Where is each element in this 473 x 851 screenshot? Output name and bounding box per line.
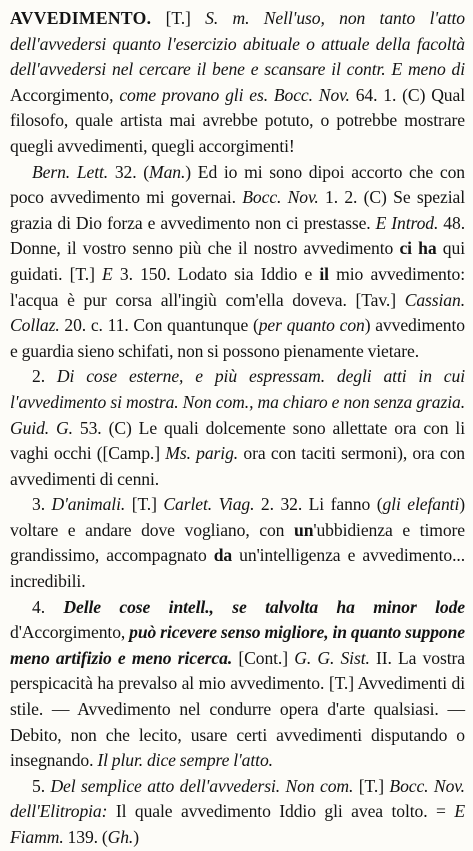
citation-text: 3. 150. Lodato sia Iddio e <box>112 263 320 284</box>
sense-definition: Del semplice atto dell'avvedersi. Non com. <box>50 775 354 796</box>
citation-text: ora con taciti sermoni), ora con avvedimenti di cenni. <box>10 443 465 489</box>
citation-text: ) Ed io mi sono dipoi accorto che con poco avvedimento mi governai. <box>10 161 465 208</box>
citation-text: 1. 2. (C) Se spezial grazia di Dio forza e avvedimento non ci prestasse. <box>10 187 465 233</box>
citation-text: 48. Donne, il vostro senno più che il nostro avvedimento <box>10 212 465 259</box>
citation-text: Il quale avvedimento Iddio gli avea tolto. = <box>107 801 455 822</box>
usage-note: Il plur. dice sempre l'atto. <box>97 750 273 771</box>
bold-text: ci ha <box>399 238 437 259</box>
dictionary-entry-avvedimento <box>10 6 465 851</box>
source-tag: [T.] <box>151 8 206 28</box>
citation-text: 139. ( <box>63 827 108 847</box>
citation-source: Man. <box>149 161 186 182</box>
citation-text: ) voltare e andare dove vogliano, con <box>10 494 465 540</box>
bold-text: un <box>294 519 314 540</box>
citation-text: un'intelligenza e avvedimento... incredibili. <box>10 545 465 592</box>
gloss: per quanto con <box>258 315 365 336</box>
citation-source: Carlet. Viag. <box>163 494 255 515</box>
sense-number: 4. <box>32 596 64 617</box>
cross-reference: d'Accorgimento, <box>10 622 130 643</box>
citation-source: Ms. parig. <box>165 443 239 464</box>
citation-source: E Fiamm. <box>10 801 465 847</box>
sense-definition: D'animali. <box>51 494 126 515</box>
citation-text: 53. (C) Le quali dolcemente sono allettate ora con li vaghi occhi ([Camp.] <box>10 417 465 464</box>
definition-text: S. m. Nell'uso, non tanto l'atto dell'avvedersi quanto l'esercizio abituale o attuale della facoltà dell'avvedersi nel cercare il bene e scansare il contr. E meno di <box>10 8 465 80</box>
sense-definition: Delle cose intell., se talvolta ha minor lode <box>63 596 465 617</box>
entry-definition <box>10 6 465 160</box>
citation-source: come provano gli es. Bocc. Nov. <box>119 84 350 105</box>
citation-source: G. G. Sist. <box>294 647 370 668</box>
sense-number: 2. <box>32 366 57 387</box>
citation-text: mio avvedimento: l'acqua è pur corsa all'ingiù com'ella doveva. [Tav.] <box>10 263 466 310</box>
citation-source: E Introd. <box>375 212 439 233</box>
sense-definition: può ricevere senso migliore, in quanto suppone meno artifizio e meno ricerca. <box>10 622 465 668</box>
entry-headword: AVVEDIMENTO. <box>10 8 152 28</box>
citation-text: 32. ( <box>108 161 150 182</box>
sense-5 <box>10 774 465 851</box>
citation-source: Bern. Lett. <box>32 161 109 182</box>
source-tag: [T.] <box>125 494 164 515</box>
citation-text: 64. 1. (C) Qual filosofo, quale artista mai avrebbe potuto, o potrebbe mostrare quegli avvedimenti, quegli accorgimenti! <box>10 84 466 156</box>
citation-source: E <box>102 263 113 284</box>
source-tag: [T.] <box>353 775 390 796</box>
citation-text: ) avvedimento e guardia sieno schifati, non si possono pienamente vietare. <box>10 315 465 361</box>
sense-definition: Di cose esterne, e più espressam. degli atti in cui l'avvedimento si mostra. Non com., ma chiaro e non senza grazia. Guid. G. <box>10 366 465 438</box>
source-tag: [Cont.] <box>232 647 295 668</box>
citation-source: Cassian. Collaz. <box>10 289 465 336</box>
citation-paragraph <box>10 160 465 365</box>
bold-text: da <box>213 545 233 566</box>
citation-source: Bocc. Nov. <box>242 187 319 208</box>
sense-number: 5. <box>32 775 51 796</box>
citation-text: 20. c. 11. Con quantunque ( <box>59 315 259 336</box>
sense-2 <box>10 364 465 492</box>
sense-3 <box>10 492 465 594</box>
sense-number: 3. <box>32 494 52 515</box>
citation-text: 2. 32. Li fanno ( <box>254 494 383 515</box>
gloss: gli elefanti <box>382 494 460 515</box>
citation-text: qui guidati. [T.] <box>10 238 465 284</box>
bold-text: il <box>319 263 329 284</box>
citation-source: Gh. <box>107 827 134 847</box>
cross-reference: Accorgimento, <box>10 84 120 105</box>
citation-text: II. La vostra perspicacità ha prevalso al mio avvedimento. [T.] Avvedimenti di stile. — Avvedimento nel condurre opera d'arte qualsiasi. — Debito, non che lecito, usare certi avvedimenti disputando o insegnando. <box>10 647 465 771</box>
sense-4 <box>10 595 465 774</box>
citation-text: 'ubbidienza e timore grandissimo, accompagnato <box>10 519 466 566</box>
citation-text: ) <box>133 827 139 847</box>
citation-source: Bocc. Nov. dell'Elitropia: <box>10 775 465 822</box>
